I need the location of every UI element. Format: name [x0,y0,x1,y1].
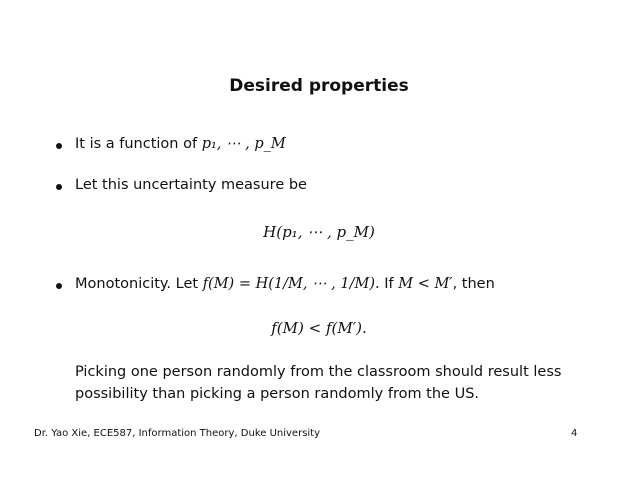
bullet-dot [56,283,62,289]
bullet-dot [56,143,62,149]
equation-entropy: H(p₁, ⋯ , p_M) [263,223,375,241]
bullet-dot [56,184,62,190]
example-paragraph: Picking one person randomly from the classroom should result less possibility than picking a person randomly from the US. [75,364,562,402]
slide-title: Desired properties [229,76,409,96]
function-args-math: p₁, ⋯ , p_M [201,136,286,152]
bullet-text: Monotonicity. Let f(M) = H(1/M, ⋯ , 1/M). If M < M′, then [75,276,495,292]
equation-monotonicity: f(M) < f(M′). [271,319,367,337]
monotonicity-definition-math: f(M) = H(1/M, ⋯ , 1/M). [202,276,380,292]
monotonicity-condition-math: M < M′ [398,276,453,292]
bullet-text: It is a function of p₁, ⋯ , p_M [75,136,286,152]
bullet-text: Let this uncertainty measure be [75,177,307,193]
page-number: 4 [571,428,578,439]
slide-footer: Dr. Yao Xie, ECE587, Information Theory, Duke University [34,428,321,439]
